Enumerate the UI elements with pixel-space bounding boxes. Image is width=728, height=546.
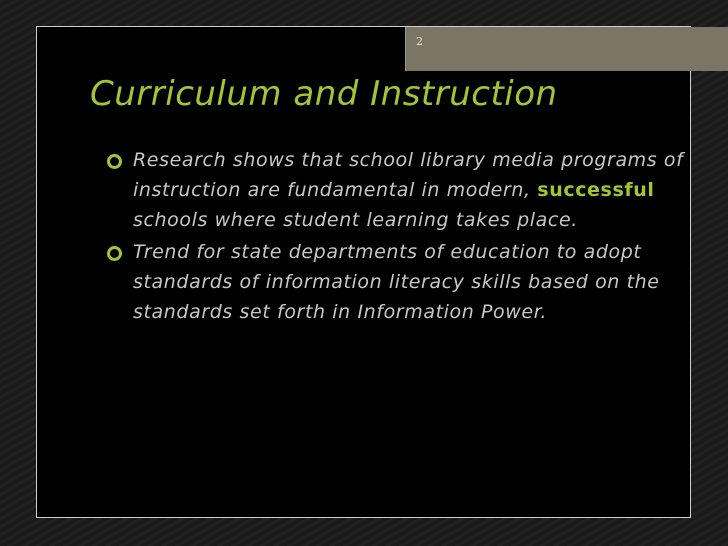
bullet-emphasis: successful [537, 179, 655, 201]
bullet-list [104, 145, 689, 329]
bullet-item [104, 145, 689, 235]
slide-number: 2 [416, 35, 423, 48]
bullet-text: Trend for state departments of education to adopt standards of information literacy skills based on the standards set forth in Information Power. [133, 241, 660, 323]
bullet-icon [104, 237, 128, 267]
bullet-text-before: Research shows that school library media programs of instruction are fundamental in modern, [133, 149, 684, 201]
bullet-text-after: schools where student learning takes place. [133, 209, 578, 231]
slide-number-box [405, 27, 728, 71]
bullet-icon [104, 145, 128, 175]
slide-title: Curriculum and Instruction [90, 74, 558, 114]
bullet-item [104, 237, 689, 327]
